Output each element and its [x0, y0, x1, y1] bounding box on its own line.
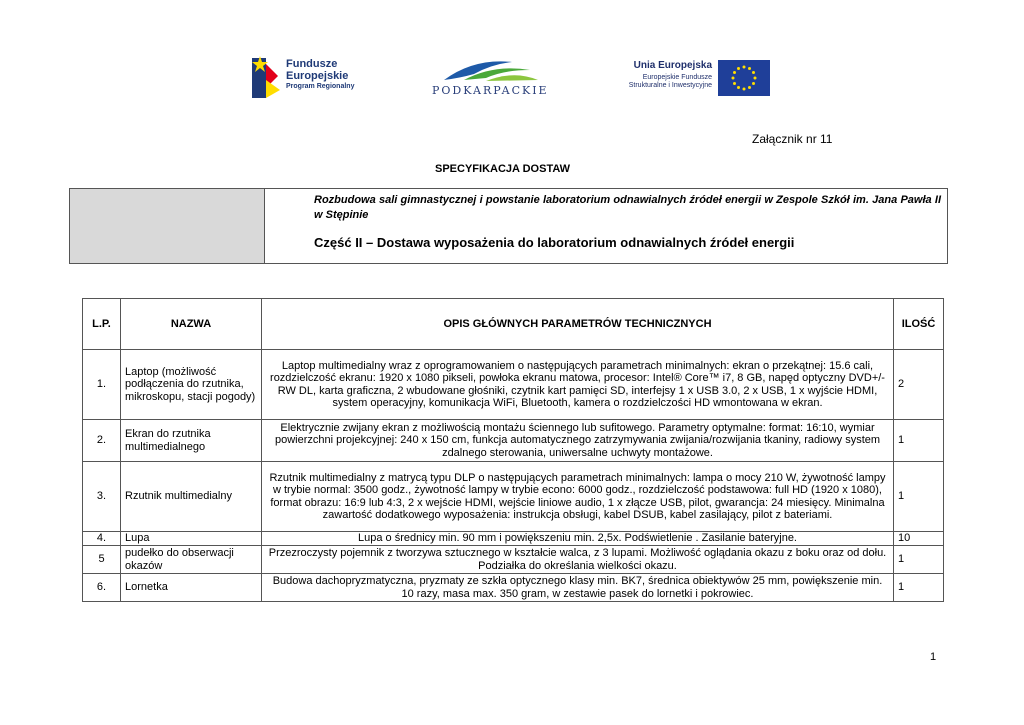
row-name: Lornetka [121, 574, 262, 602]
row-qty: 1 [894, 574, 944, 602]
row-opis: Przezroczysty pojemnik z tworzywa sztucznego w kształcie walca, z 3 lupami. Możliwość oglądania okazu z boku oraz od dołu. Podziałka do określania wielkości okazu. [262, 546, 894, 574]
table-row [83, 574, 944, 602]
ue-line2: Strukturalne i Inwestycyjne [628, 82, 712, 89]
row-qty: 10 [894, 532, 944, 546]
fundusze-line2: Europejskie [286, 70, 349, 82]
table-row [83, 420, 944, 462]
header-qty: ILOŚĆ [894, 299, 944, 350]
table-row [83, 462, 944, 532]
row-name: Ekran do rzutnika multimedialnego [121, 420, 262, 462]
annex-label: Załącznik nr 11 [752, 132, 833, 146]
table-header-row [83, 299, 944, 350]
row-opis: Elektrycznie zwijany ekran z możliwością montażu ściennego lub sufitowego. Parametry optymalne: format: 16:10, wymiar powierzchni projekcyjnej: 240 x 150 cm, funkcja automatycznego zatrzymywania zwijania/rozwijania tkaniny, radiowy system zdalnego sterowania, uniwersalne uchwyty montażowe. [262, 420, 894, 462]
project-title: Rozbudowa sali gimnastycznej i powstanie laboratorium odnawialnych źródeł energii w Zespole Szkół im. Jana Pawła II w Stępinie [314, 194, 941, 221]
row-opis: Budowa dachopryzmatyczna, pryzmaty ze szkła optycznego klasy min. BK7, średnica obiektywów 25 mm, powiększenie min. 10 razy, masa max. 350 gram, w zestawie pasek do lornetki i pokrowiec. [262, 574, 894, 602]
row-qty: 2 [894, 350, 944, 420]
fundusze-line3: Program Regionalny [286, 83, 355, 90]
fundusze-europejskie-logo [252, 52, 372, 100]
row-lp: 1. [83, 350, 121, 420]
spec-title: SPECYFIKACJA DOSTAW [435, 163, 571, 175]
unia-europejska-logo [616, 58, 772, 98]
ue-subtitle [629, 74, 712, 90]
podkarpackie-label: PODKARPACKIE [432, 84, 549, 97]
row-lp: 4. [83, 532, 121, 546]
specification-table [82, 298, 944, 602]
row-lp: 6. [83, 574, 121, 602]
table-row [83, 546, 944, 574]
table-row [83, 350, 944, 420]
fundusze-line1: Fundusze [286, 58, 338, 70]
header-grey-cell [70, 189, 265, 263]
row-name: Rzutnik multimedialny [121, 462, 262, 532]
project-header-box [69, 188, 948, 264]
header-opis: OPIS GŁÓWNYCH PARAMETRÓW TECHNICZNYCH [262, 299, 894, 350]
ue-title: Unia Europejska [633, 60, 712, 71]
row-qty: 1 [894, 546, 944, 574]
header-lp: L.P. [83, 299, 121, 350]
row-opis: Rzutnik multimedialny z matrycą typu DLP o następujących parametrach minimalnych: lampa o mocy 210 W, żywotność lampy w trybie normal: 3500 godz., żywotność lampy w trybie econo: 6000 godz., rozdzielczość podstawowa: full HD (1920 x 1080), format obrazu: 16:9 lub 4:3, 2 x wejście HDMI, wejście liniowe audio, 1 x złącze USB, pilot, gwarancja: 24 miesięcy. Minimalna zawartość dodatkowego wyposażenia: instrukcja obsługi, kabel DSUB, kabel zasilający, pilot z bateriami. [262, 462, 894, 532]
header-name: NAZWA [121, 299, 262, 350]
row-qty: 1 [894, 420, 944, 462]
row-name: pudełko do obserwacji okazów [121, 546, 262, 574]
fundusze-star-icon [252, 54, 286, 98]
row-opis: Laptop multimedialny wraz z oprogramowaniem o następujących parametrach minimalnych: ekran o przekątnej: 15.6 cali, rozdzielczość ekranu: 1920 x 1080 pikseli, powłoka ekranu matowa, procesor: Intel® Core™ i7, 8 GB, napęd optyczny DVD+/-RW DL, karta graficzna, 2 wbudowane głośniki, czytnik kart pamięci SD, interfejsy 1 x USB 3.0, 2 x USB, 1 x wyjście HDMI, system operacyjny, komunikacja WiFi, Bluetooth, kamera o rozdzielczości HD wmontowana w ekran. [262, 350, 894, 420]
eu-flag-icon [718, 60, 770, 96]
row-lp: 5 [83, 546, 121, 574]
row-qty: 1 [894, 462, 944, 532]
row-opis: Lupa o średnicy min. 90 mm i powiększeniu min. 2,5x. Podświetlenie . Zasilanie bateryjne. [262, 532, 894, 546]
ue-line1: Europejskie Fundusze [642, 74, 712, 81]
row-name: Lupa [121, 532, 262, 546]
podkarpackie-hills-icon [434, 56, 544, 84]
row-name: Laptop (możliwość podłączenia do rzutnika, mikroskopu, stacji pogody) [121, 350, 262, 420]
table-row [83, 532, 944, 546]
row-lp: 3. [83, 462, 121, 532]
page-number: 1 [930, 651, 937, 663]
part-title: Część II – Dostawa wyposażenia do laboratorium odnawialnych źródeł energii [314, 235, 795, 250]
row-lp: 2. [83, 420, 121, 462]
podkarpackie-logo [430, 56, 549, 98]
